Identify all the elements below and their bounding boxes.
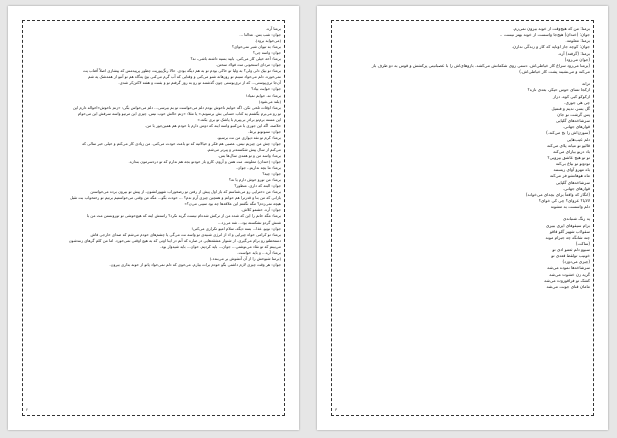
text-line: برمنا: واسه من و تو همدی سال‌ها بس. [217, 152, 281, 158]
text-line: بازانی که من بنا و قدرترا هم خوانم و همچین چیزی آرم ندم؟ ... خودت بگو... مگه من وقتی می‌خواستیم برتیم تو رختخواب بت تقبل [70, 195, 281, 201]
text-line: تو تو هیچ عاشق بپروبی؟ [547, 154, 590, 160]
document-page-left [8, 6, 299, 430]
text-line: هیچه نمی‌زدم؟ مگه نگفتم این علاقه‌ها چه بود سیبی می‌ن؟» [184, 201, 281, 207]
text-line: برمنا: تو کرامی خواه چیرایی و اد از انرژی شنیدی تو واسه نت می‌گی یا چشم‌های خودم می‌شم که صدای خارجی فاش [90, 231, 281, 237]
text-line: کشک تو فراقوروت می‌شه [544, 277, 590, 283]
text-line: برمنا: کرم تو نفه دیواری من نت برسیو. [217, 134, 281, 140]
text-line: برمنا: (گرفته) آره. [557, 50, 590, 56]
text-line: (برمنا شبوخش را از آن آنشوش بر می‌بندد.) [209, 255, 281, 261]
text-line: خونیب تولقط قعدی تو [551, 253, 590, 259]
text-line: پس گرشت نو جان [557, 111, 590, 117]
page-text-block [335, 26, 590, 290]
text-line: برام سیقوفای ایری ببیری [545, 222, 590, 228]
text-line: گل بسر، ندیم و فنمیل [551, 105, 590, 111]
text-line: (جوان می‌رود) [564, 56, 590, 62]
text-line: مامان قنای جونت می‌شه [546, 283, 590, 289]
page-number: ۳ [335, 407, 338, 412]
text-line: این مسنه برم‌تو برادرِ بی‌پیرم با پاشک تو بری بکنه.» [197, 116, 281, 122]
page-text-block [26, 26, 281, 268]
text-line: جوان: سنوتونو برط. [248, 128, 281, 134]
text-line: آن‌جا تری‌پوستی... که از تری‌پوستی چون گذشتنه تو رو به روز گرفتم تو و بفنت و هفته لاکتن‌کر شدی. [118, 80, 281, 86]
text-line: سرشاخه‌های گلپایی [555, 179, 590, 185]
text-line: جوان: هر وقت چیزی لازم داشتی بگو خودم برات بیارم. می‌خوی که دلم نمی‌خواد پاتو از خونه بذاری بیرون. [109, 261, 281, 267]
text-line: سرشاخه‌های گلپایی [555, 118, 590, 124]
text-line: برمنا: من که هیچ‌وقت از خونه بیرون نمی‌رم. [512, 26, 590, 31]
text-line: جوان: شب بس. عدالتا ... [239, 32, 281, 38]
text-line: گریه زن خشوت می‌شه [549, 271, 590, 277]
text-line: نمی‌خوره. دلم می‌خواد سینم تو روزهانه شنو می‌کنی و وقتایی که آب گرم می‌کنی بیخ یه‌گاه هم تو آنبو از همه‌شک یه شم [88, 74, 281, 80]
text-line: می‌کنه و می‌نشیند پشت کار خیاطی‌اش.) [519, 68, 590, 74]
text-line: باد دریو بیارای می‌کنه [553, 148, 590, 154]
text-line: جوان: (خندان) هیچ‌جا واسست از خونه بهتر نیست .. [499, 32, 590, 38]
text-line: جوان: چش من چیزیم نیس. عصبی هم فکر و خیالاتیه که تو باعث خودت می‌کنی. من زیادی کار می‌کنم و خیلی خبر سالی که [82, 140, 281, 146]
text-line: قوارهای جهانی. [562, 124, 590, 130]
text-line: یه رنگ شنباندی [563, 216, 590, 222]
text-line: قالیو تو میانه پلای می‌کنه [546, 142, 590, 148]
text-line: تو رو می‌برم بگشتم یه کتاب حسابی بش برسونم.» یا مثلا: «زنم حالش خوب نیس. چیزی این مرتیو واسه سرفش این می‌خوام [77, 110, 281, 116]
text-line: (ساکت) [575, 240, 590, 246]
text-line: جوان: نوبو. غذا... بسه دیگه، سلام امیو تکراری می‌کنی! [191, 225, 281, 231]
text-line: تودوتو تو بیاع بی‌کنه [555, 161, 590, 167]
text-line: (چیزی می‌دوزد) [562, 259, 590, 265]
text-line: سرشاخه‌ها نموده می‌شه [547, 265, 590, 271]
text-line: سقولاب شهیر گلو قاقو [549, 228, 590, 234]
text-line: می‌بینم که تو نقاد می‌نوشتی... جوان... باید کردیم. خوان... باید شیدوار بود. [160, 243, 281, 249]
text-line: برمنا: مگه خانم را این که شده من از ترکش شده‌ام نیست گریه نکرد؟ راستش اینه که هیچ‌خوشی تو تورونستن مث من با [86, 213, 281, 219]
text-line: (بلند می‌شود) [258, 98, 281, 104]
text-line: لالایا؟ عروای؟ چی کی خوای؟ [538, 197, 590, 203]
text-line: (برمنا می‌رود سراغ کار خیاطی‌اش. دستی روی شکمانش می‌کشد. بازوهای‌اش را با عصبانیتی پرکشش و قوس به دو طرف باز [371, 62, 590, 68]
text-line: برمنا: من تورو خوش دارم یا نه؟ [228, 177, 281, 183]
text-line: قوارهای جهانی. [562, 185, 590, 191]
document-page-right [317, 6, 608, 430]
text-line: می‌کنم از سال پیش شکسته‌تر و پیرتر می‌شم. [206, 146, 281, 152]
text-line: (انگار که واقعاً برای بچه‌ای می‌خواند) [525, 191, 590, 197]
text-line: ازکجا تمنای حوس حیکر، بعدی نازه؟ [527, 87, 590, 93]
text-line: خلاصه، اگه این جوری با من‌کنبو واسه اینه که دوس دارم با خودم هم همین‌جور با من. [144, 122, 281, 128]
text-line: ترانه [581, 81, 590, 87]
text-line: جوان: خوابت بیاد؟ [251, 86, 281, 92]
text-line: (می‌خوابد برود). [254, 38, 281, 44]
text-line: جوان: مردای استخونی مث فولاد سختن. [215, 62, 281, 68]
text-line: برمنا آره. [265, 26, 281, 31]
text-line: دستخطتو رو برام می‌گیری. از شنوار عشقه‌هایی در صاره که آنم در اینا اونی که به هیچ اوقتی نمی‌خورد. اما من کلم گرهای زنندشون [68, 237, 281, 243]
text-line: جوان: البته که داری. منظور؟ [234, 183, 281, 189]
text-line: جوان: کوچه جاز اونایه که کار و زندگی ندارن. [511, 44, 590, 50]
text-line: برمنا: من دخترایی رو می‌شناسم که باز اول پیش از رفتن تو رضخوراب شهورانشون، از پیش تو بیرون برده می‌خواستن [90, 189, 281, 195]
text-line: برمنا: اوقات تلخی نکن. اگه خوابم ناخوش بودم دلم می‌خواست تو بم بیرسی... دلم می‌خواس بگی: «زنم ناخوش»اخواله دارم این [72, 104, 281, 110]
text-line: جوان: آره. خشمو کلاش. [241, 207, 281, 213]
text-line: برمنا: به تیوان شبر نمی‌خوای؟ [231, 44, 281, 50]
text-line: برمنا: آخه خیلی کار می‌کنی. بابید بسیه داشته باشی، نه؟ [190, 56, 281, 62]
text-line: ماه هوهانشو فر می‌کنه [549, 173, 590, 179]
text-line: ازکوکو کبی کوه، دراز [552, 93, 590, 99]
text-line: چی هی جوری. [564, 99, 590, 105]
text-line: برمنا: معلومه. [565, 38, 590, 44]
text-line: برمنا: نه، خوابم نمیاد! [245, 92, 281, 98]
text-line: جوان: چیه؟ [262, 171, 281, 177]
text-line: برمنا: آره... و باید خواست. [237, 249, 281, 255]
text-line: جوان: (خندان) معلومه. مت همن و آروم. کارو باز خودتو بجه هم ندارم که تو دردسرمون بندازه. [128, 159, 281, 165]
text-line: سبوو دلم ثعمو ادی تو [552, 247, 590, 253]
text-line: چنه شانگه چه جبرام مونه [545, 234, 590, 240]
text-line: دلم عیب‌هایی [566, 136, 590, 142]
text-line: برمنا: ما بچه نداریم.. جوان. [236, 165, 281, 171]
text-line: شنش گردو نشکسته بود... شه می‌زد... [217, 219, 281, 225]
text-line: برمنا: تو بیک دلی ولی؟ به ولیا تو خاکی بودم تو به هم دیگه بودی. حالا رنگ‌پوریت چطور پرپیدمس که پیشازی اصلاً آفتاب یت [83, 68, 281, 74]
text-line: دلم واسست به مشونه [550, 204, 590, 210]
text-line: باه مهرو آوای زیستنه [553, 167, 590, 173]
text-line: جوان: واسه چی؟ [252, 50, 281, 56]
page-number: ۲ [26, 407, 29, 412]
text-line: (سوزن‌اش را نخ می‌کند.) [546, 130, 590, 136]
